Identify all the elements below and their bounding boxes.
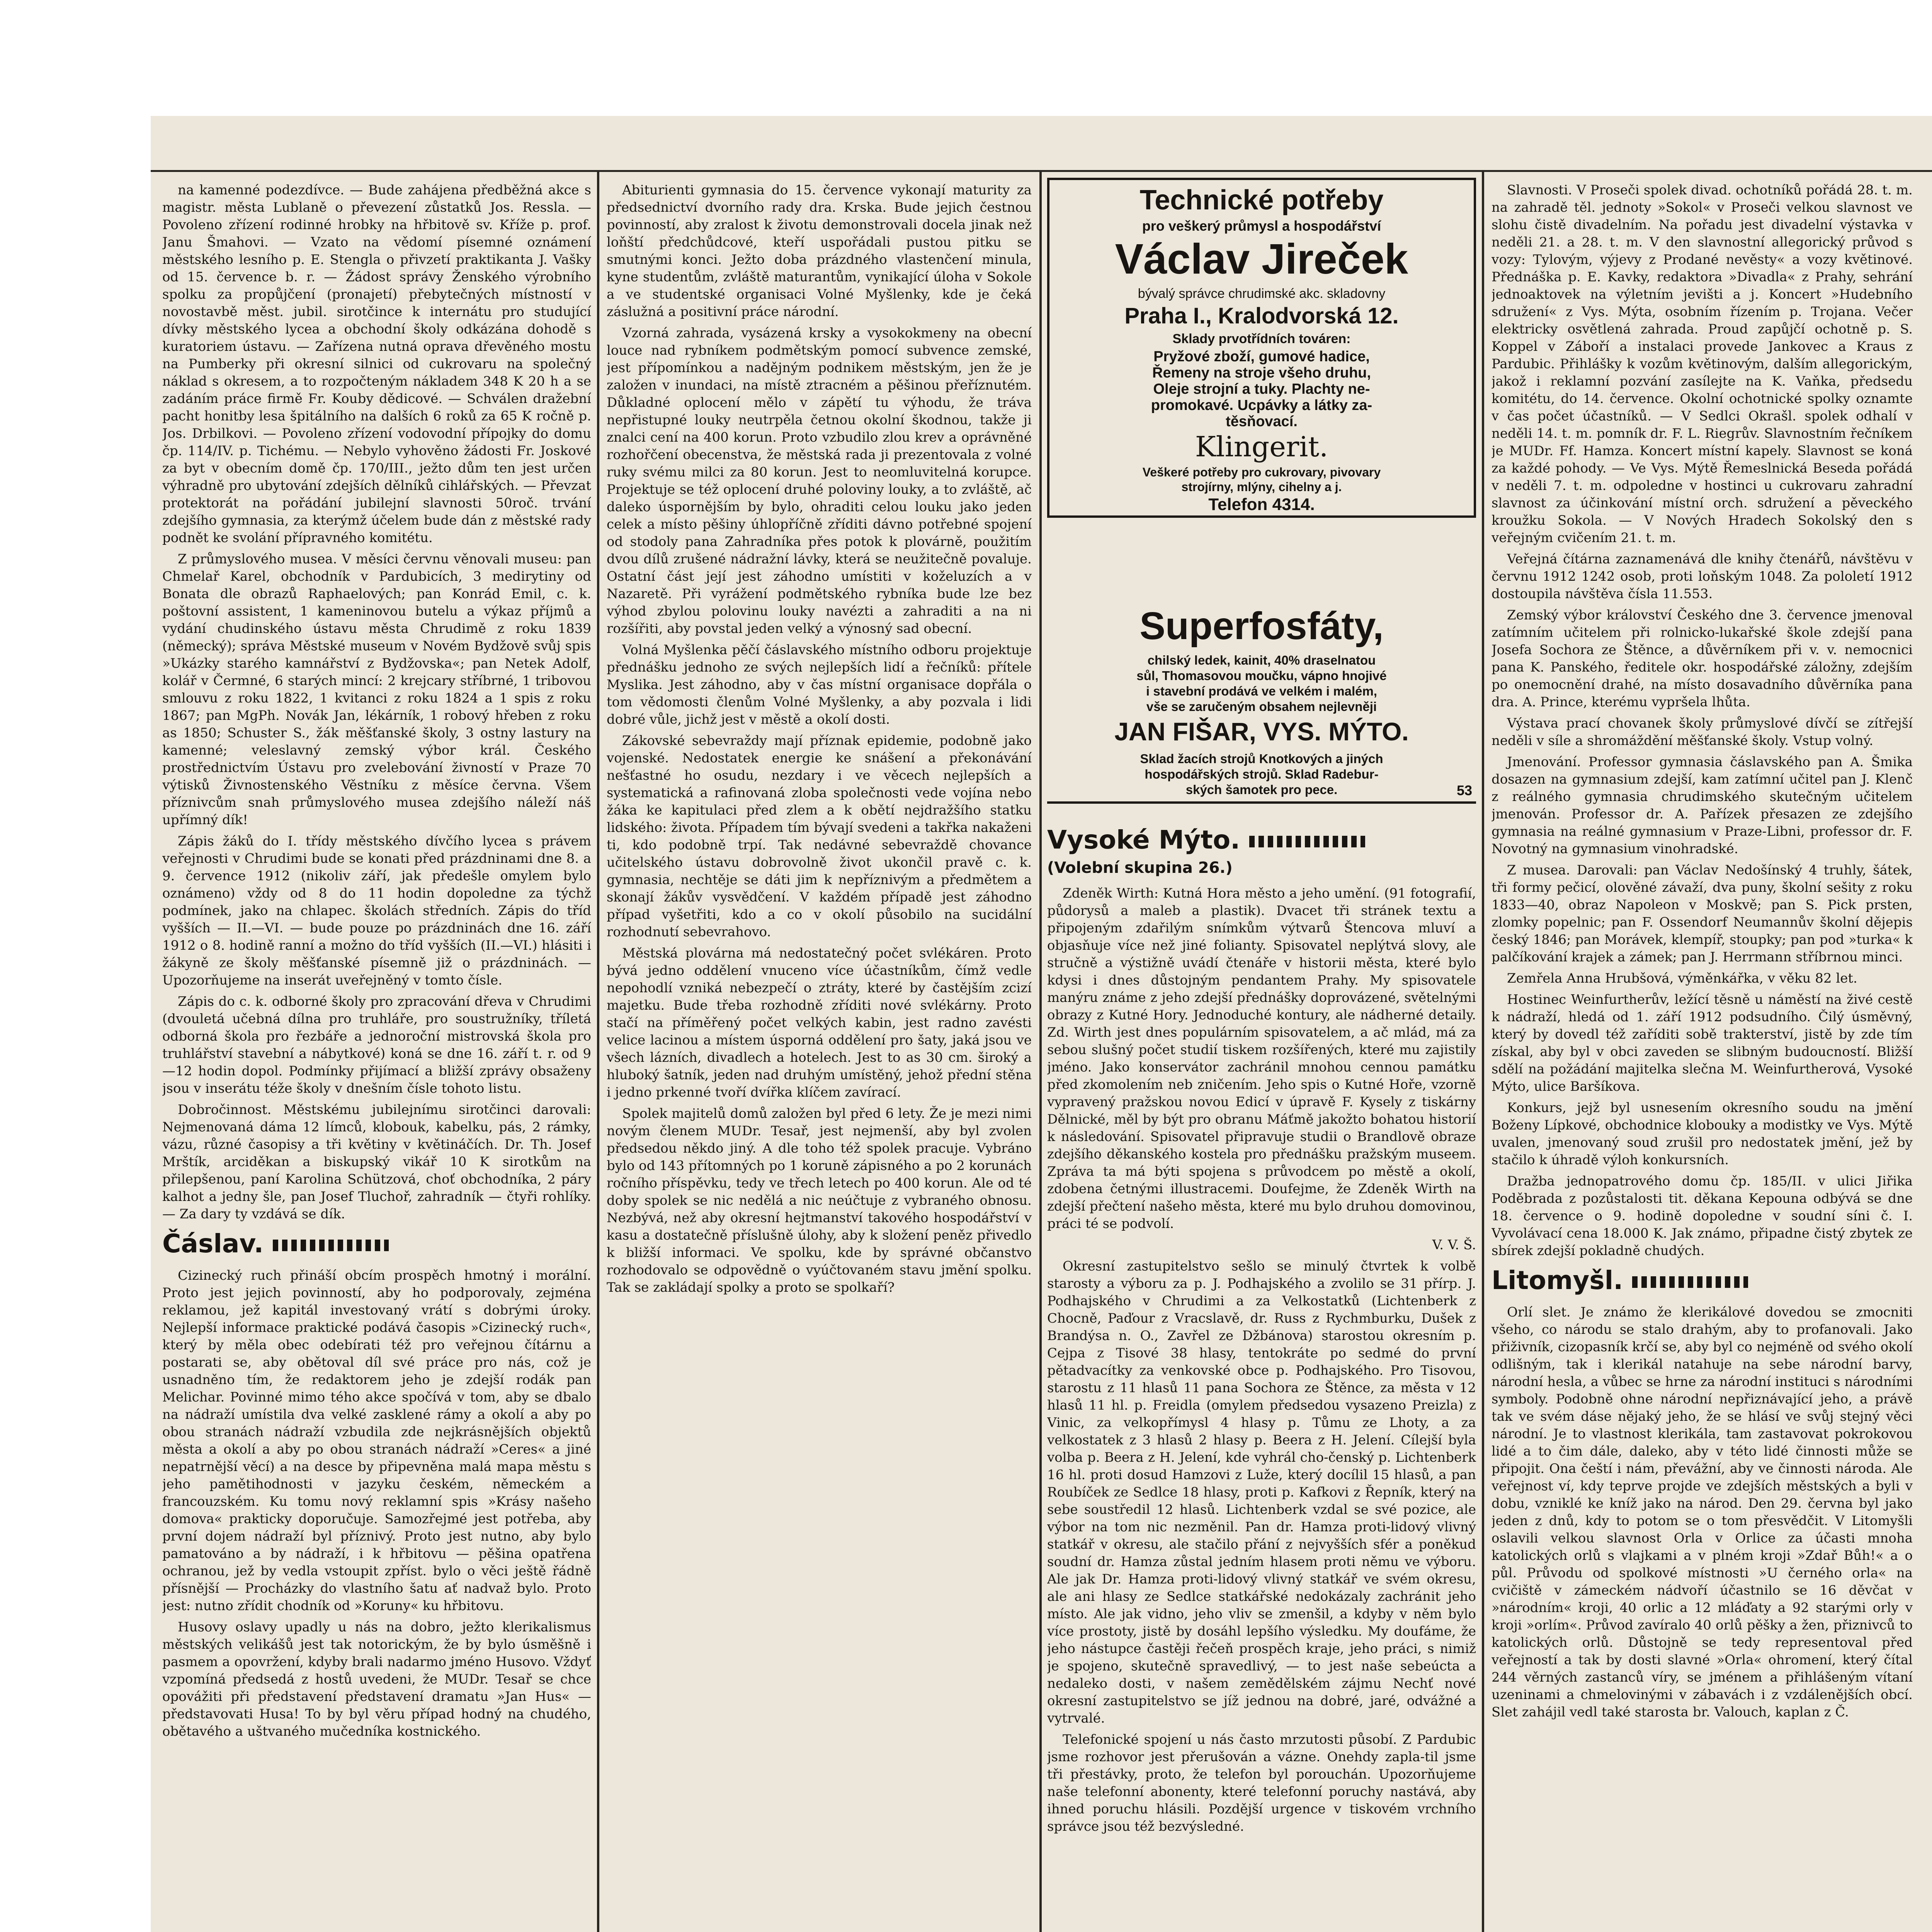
- ad-superfosfaty-stock-0: Sklad žacích strojů Knotkových a jiných: [1140, 752, 1383, 766]
- ad-superfosfaty-line-3: vše se zaručeným obsahem nejlevněji: [1146, 699, 1377, 714]
- column-rule-2: [1039, 170, 1042, 1932]
- column-1: [162, 182, 591, 1932]
- ad-technicke-goods-1: Řemeny na stroje všeho druhu,: [1152, 365, 1371, 381]
- article-paragraph: Konkurs, jejž byl usnesením okresního soudu na jmění Boženy Lípkové, obchodnice klobouky a modistky ve Vys. Mýtě uvalen, jmenovaný soud zrušil pro nedostatek jmění, jež by stačilo k úhradě výloh konkursních.: [1492, 1100, 1913, 1168]
- ad-technicke-formerly: bývalý správce chrudimské akc. skladovny: [1138, 286, 1386, 301]
- ad-technicke-address: Praha I., Kralodvorská 12.: [1124, 303, 1399, 328]
- article-paragraph: Zápis žáků do I. třídy městského dívčího lycea s právem veřejnosti v Chrudimi bude se konati před prázdninami dne 8. a 9. července 1912 (nikoliv září, jak předešle omylem bylo oznámeno) vždy od 8 do 11 hodin dopoledne za týchž podmínek, jako na chlapec. školách středních. Zápis do tříd vyšších — II.—VI. — bude pouze po prázdninách dne 16. září 1912 o 8. hodině ranní a možno do tříd vyšších (II.—VI.) hlásiti i žákyně ze školy měšťanské písemně již o prázdninách. — Upozorňujeme na inserát uveřejněný v tomto čísle.: [162, 833, 591, 988]
- ad-superfosfaty-seller: JAN FIŠAR, VYS. MÝTO.: [1114, 717, 1409, 746]
- article-paragraph: Zákovské sebevraždy mají příznak epidemie, podobně jako vojenské. Nedostatek energie ke snášení a překonávání nešťastné ho osudu, nezdary i ve věcech nejlepších a systematická a rafinovaná zloba společnosti vede vojína nebo žáka ke kapitulaci před zlem a k obětí nejdražšího statku lidského: života. Případem tím bývají svedeni a takřka nakaženi ti, kdo podobně trpí. Tak nedávné sebevraždě chovance učitelského ústavu dobrovolně život ukončil pravě c. k. gymnasia, nechtěje se dáti jim k nepříznivým a předmětem a skonají žákův vysvědčení. V každém případě jest záhodno případ vyšetřiti, kdo a co v okolí působilo na sucidální rozhodnutí sebevrahovo.: [607, 733, 1032, 940]
- article-paragraph: Volná Myšlenka pěčí čáslavského místního odboru projektuje přednášku jednoho ze svých nejlepších lidí a řečníků: přítele Myslika. Jest záhodno, aby v čas místní organisace dopřála o tom vědomosti členům Volné Myšlenky, a aby pozvala i lidi dobré vůle, jichž jest v městě a okolí dosti.: [607, 642, 1032, 727]
- section-heading: [162, 1228, 591, 1259]
- column-4: [1492, 182, 1913, 1932]
- column-2: [607, 182, 1032, 1932]
- column-rule-1: [597, 170, 599, 1932]
- ad-technicke-phone: Telefon 4314.: [1208, 495, 1315, 514]
- section-subheading: (Volební skupina 26.): [1047, 859, 1233, 877]
- ad-superfosfaty-line-1: sůl, Thomasovou moučku, vápno hnojivé: [1136, 668, 1387, 683]
- ad-technicke-goods-2: Oleje strojní a tuky. Plachty ne-: [1153, 381, 1370, 397]
- article-paragraph: Hostinec Weinfurtherův, ležící těsně u náměstí na živé cestě k nádraží, hledá od 1. září 1912 podsudního. Čilý úsměvný, který by dovedl též zaříditi sobě trakterství, jistě by zde tím získal, aby byl v obci zaveden se slibným budoucností. Bližší sdělí na požádání majitelka slečna M. Weinfurtherová, Vysoké Mýto, ulice Baršíkova.: [1492, 992, 1913, 1094]
- article-paragraph: Slavnosti. V Proseči spolek divad. ochotníků pořádá 28. t. m. na zahradě těl. jednoty »Sokol« v Proseči velkou slavnost ve slohu čistě divadelním. Na pořadu jest divadelní výstavka v neděli 21. a 28. t. m. V den slavnostní allegorický průvod s vozy: Tylovým, výjevy z Prodané nevěsty« a vozy květinové. Přednáška p. E. Kavky, redaktora »Divadla« z Prahy, sehrání jednoaktovek na výletním jevišti a j. Koncert »Hudebního sdružení« z Vys. Mýta, osobním řízením p. Trojana. Večer elektricky osvětlená zahrada. Proud zapůjčí ochotně p. S. Koppel v Záboří a instalaci provede Jankovec a Kraus z Pardubic. Přihlášky k vozům květinovým, dalším allegorickým, jakož i reklamní pozvání zasílejte na K. Vaňka, předsedu komitétu, do 14. července. Okolní ochotnické spolky oznamte v čas počet účastníků. — V Sedlci Okrašl. spolek odhalí v neděli 14. t. m. pomník dr. F. L. Riegrův. Slavnostním řečníkem je MUDr. Ff. Hamza. Koncert místní kapely. Slavnost se koná za každé pohody. — Ve Vys. Mýtě Řemeslnická Beseda pořádá v neděli 7. t. m. odpoledne v hostinci u cukrovaru zahradní slavnost za účinkování místní orch. sdružení a pěveckého kroužku Sokola. — V Nových Hradech Sokolský den s veřejným cvičením 21. t. m.: [1492, 182, 1913, 546]
- ad-technicke-brand: Klingerit.: [1195, 430, 1328, 463]
- article-paragraph: Z průmyslového musea. V měsíci červnu věnovali museu: pan Chmelař Karel, obchodník v Pardubicích, 3 medirytiny od Bonata dle obrazů Raphaelových; pan Konrád Emil, c. k. poštovní assistent, 1 kameninovou butelu a výkaz příjmů a vydání chudinského ústavu města Chrudimě z roku 1839 (německý); správa Městské museum v Novém Bydžově svůj spis »Ukázky starého kamnářství z Bydžovska«; pan Netek Adolf, kolář v Čermné, 6 starých mincí: 2 krejcary stříbrné, 1 tribovou smlouvu z roku 1822, 1 kvitanci z roku 1824 a 1 spis z roku 1867; pan MgPh. Novák Jan, lékárník, 1 robový hřeben z roku as 1850; Schuster S., žák měšťanské školy, 3 ostny lastury na kamenné; veleslavný zemský výbor král. Českého prostřednictvím Ústavu pro zvelebování živností v Praze 70 výtisků Živnostenského Věstníku z měsíce června. Všem příznivcům snah průmyslového musea zdejšího náleží náš upřímný dík!: [162, 551, 591, 828]
- article-signature: V. V. Š.: [1432, 1237, 1476, 1253]
- article-paragraph: Telefonické spojení u nás často mrzutosti působí. Z Pardubic jsme rozhovor jest přerušován a vázne. Onehdy zapla-til jsme tři přestávky, proto, že telefon byl porouchán. Upozorňujeme naše telefonní abonenty, které telefonní poruchy nastává, aby ihned poruchu hlásili. Pozdější urgence v tiskovém vrchního správce jsou též bezvýsledné.: [1047, 1732, 1476, 1834]
- article-paragraph: Spolek majitelů domů založen byl před 6 lety. Že je mezi nimi novým členem MUDr. Tesař, jest nejmenší, aby byl zvolen předsedou někdo jiný. A dle toho též spolek pracuje. Vybráno bylo od 143 přítomných po 1 koruně zápisného a po 2 korunách ročního příspěvku, tedy ve třech letech po 400 korun. Ale od té doby spolek se nic nedělá a nic neúčtuje z vybraného obnosu. Nezbývá, než aby okresní hejtmanství takového hospodářství v kasu a dostatečně příslušně úlohy, aby k složení peněz přivedlo k bližší informaci. Ve spolku, kde by správné občanstvo rozhodovalo se odpovědně o vyúčtovaném stavu jmění spolku. Tak se zakládají spolky a proto se spolkaří?: [607, 1106, 1032, 1295]
- ad-technicke-pre: pro veškerý průmysl a hospodářství: [1142, 218, 1381, 234]
- ad-superfosfaty-stock-1: hospodářských strojů. Sklad Radebur-: [1145, 767, 1379, 781]
- column-rule-3: [1482, 170, 1484, 1932]
- ad-technicke-supply-1: strojírny, mlýny, cihelny a j.: [1181, 480, 1342, 494]
- section-heading-text: Litomyšl.: [1492, 1265, 1623, 1295]
- heading-ornament: [273, 1240, 389, 1251]
- article-paragraph: Vzorná zahrada, vysázená krsky a vysokokmeny na obecní louce nad rybníkem podmětským pomocí subvence zemské, jest přípomínkou a nadějným podnikem městským, jen že je založen v inundaci, na místě ztracném a pěšinou přeříznutém. Důkladné oplocení mělo v zápětí tu výhodu, že tráva nepřistupné louky neutrpěla četnou okolní škodnou, takže ji znalci cení na 400 korun. Proto vzbudilo zlou krev a oprávněné rozhořčení obecenstva, že městská rada ji prezentovala z volné ruky svému milci za 80 korun. Jest to neomluvitelná korupce. Projektuje se též oplocení druhé poloviny louky, a to zvláště, ač daleko úspornějším by bylo, ohraditi celou louku jako jeden celek a místo pěšiny úhlopříčně zříditi dávno potřebné spojení od stodoly pana Zahradníka přes potok k plovárně, použitím dvou dílů zrušené nádražní lávky, která se neužitečně povaluje. Ostatní část její jest záhodno umístiti v koželuzích a v Nazaretě. Při vyrážení podmětského rybníka bude lze bez výhod zbylou polovinu louky navézti a zahraditi a na ni rozšířiti, aby povstal jeden velký a výnosný sad obecní.: [607, 325, 1032, 636]
- ad-superfosfaty-line-2: i stavební prodává ve velkém i malém,: [1146, 684, 1377, 698]
- section-heading-text: Čáslav.: [162, 1229, 264, 1259]
- section-heading-text: Vysoké Mýto.: [1047, 825, 1240, 855]
- article-paragraph: Zápis do c. k. odborné školy pro zpracování dřeva v Chrudimi (dvouletá učebná dílna pro truhláře, pro soustružníky, tříletá odborná škola pro řezbáře a jednoroční mistrovská škola pro truhlářství stavební a nábytkové) koná se dne 16. září t. r. od 9—12 hodin dopol. Podmínky přijímací a bližší zprávy obsaženy jsou v inserátu téže školy v dnešním čísle tohoto listu.: [162, 994, 591, 1096]
- article-paragraph: Zdeněk Wirth: Kutná Hora město a jeho umění. (91 fotografií, půdorysů a maleb a plastik). Dvacet tři stránek textu a připojeným zdařilým snímkům výtvarů Štencova mluví a objasňuje více než jiné folianty. Spisovatel neplýtvá slovy, ale stručně a výstižně uvádí čtenáře v historii města, které bylo kdysi i dnes důstojným pendantem Prahy. My spisovatele manýru známe z jeho zdejší přednášky doprovázené, světelnými obrazy z Kutné Hory. Jednoduché kontury, ale nádherné detaily. Zd. Wirth jest dnes populárním spisovatelem, a ač mlád, má za sebou slušný počet studií tiskem rozšířených, které mu zajistily jméno. Jako konservátor zachránil mnohou cennou památku před zkomolením neb zničením. Jeho spis o Kutné Hoře, vzorně vypravený pražskou novou Edicí v úpravě F. Kysely z tiskárny Dělnické, měl by být pro obranu Máťmě jakožto bohatou historií k následování. Spisovatel připravuje studii o Brandlově obraze zdejšího děkanského kostela pro přednášku pražským museem. Zpráva ta má býti spojena s průvodcem po městě a okolí, zdobena četnými illustracemi. Doufejme, že Zdeněk Wirth na zdejší přečtení našeho města, které mu bylo druhou domovinou, práci té se podvolí.: [1047, 886, 1476, 1231]
- article-paragraph: Zemský výbor království Českého dne 3. července jmenoval zatímním učitelem při rolnicko-lukařské škole zdejší pana Josefa Sochora ze Štěnce, a důvěrníkem při v. v. nemocnici pana K. Panského, ředitele okr. hospodářské záložny, zdejším po onemocnění drahé, na místo dosavadního důvěrníka pana dra. A. Prince, kterému vypršela lhůta.: [1492, 607, 1913, 710]
- ad-superfosfaty-title: Superfosfáty,: [1139, 604, 1384, 648]
- article-paragraph: Cizinecký ruch přináší obcím prospěch hmotný i morální. Proto jest jejich povinností, aby ho podporovaly, zejména reklamou, jež kapitál investovaný vrátí s dobrými úroky. Nejlepší informace praktické podává časopis »Cizinecký ruch«, který by měla obec odebírati též pro veřejnou čítárnu a postarati se, aby obětoval díl své práce pro nás, což je usnadněno tím, že redaktorem jeho je zdejší rodák pan Melichar. Povinné mimo tého akce spočívá v tom, aby se dbalo na nádraží umístila dva velké zasklené rámy a okolí a aby po obou stranách nádraží vzbudila zde nejkrásnějších objektů města a okolí a aby po obou stranách nádraží »Ceres« a jiné nepatrnější věcí) a na desce by připevněna malá mapa městu s jeho pamětihodnosti v jazyku českém, německém a francouzském. Ku tomu nový reklamní spis »Krásy našeho domova« prakticky doporučuje. Samozřejmé jest potřeba, aby první dojem nádraží byl příznivý. Proto jest nutno, aby bylo pamatováno a by nádraží, i k hřbitovu — pěšina opatřena ochranou, jež by vedla vstoupit zpříst. bylo o věci ještě řádně přísnější — Procházky do vlastního šatu ať nadvaž bylo. Proto jest: nutno zřídit chodník od »Koruny« ku hřbitovu.: [162, 1268, 591, 1614]
- article-paragraph: Dražba jednopatrového domu čp. 185/II. v ulici Jiřika Poděbrada z pozůstalosti tit. děkana Kepouna odbývá se dne 18. července o 9. hodině dopoledne v soudní síni č. I. Vyvolávací cena 18.000 K. Jak známo, připadne čistý zbytek ze sbírek zdejší pokladně chudých.: [1492, 1173, 1913, 1259]
- heading-ornament: [1249, 836, 1365, 847]
- column-3: [1047, 819, 1476, 1932]
- heading-ornament: [1632, 1276, 1748, 1288]
- article-paragraph: Městská plovárna má nedostatečný počet svlékáren. Proto bývá jedno oddělení vnuceno více účastníkům, čímž vedle nepohodlí vzniká nebezpečí o ztráty, které by častějším zcizí majetku. Bude třeba rozhodně zříditi nové svlékárny. Proto stačí na příměřený počet velkých kabin, jest radno zavésti velice lacinou a místem úsporná oddělení pro šaty, jaká jsou ve všech lázních, divadlech a hotelech. Jest to as 30 cm. široký a hluboký šatník, jeden nad druhým umístěný, jehož přední stěna i jedno prkenné tvoří dvířka klíčem zavírací.: [607, 946, 1032, 1100]
- article-paragraph: Abiturienti gymnasia do 15. července vykonají maturity za předsednictví dvorního rady dra. Krska. Bude jejich čestnou povinností, aby zralost k životu demonstrovali docela jinak než loňští předchůdcové, kteří uspořádali pustou pitku se smutnými konci. Ježto doba prázdného vlastenčení minula, kyne studentům, zvláště maturantům, vynikající úloha v Sokole a ve studentské organisaci Volné Myšlenky, kde je čeká záslužná a positivní práce národní.: [607, 182, 1032, 320]
- ad-technicke-goods-3: promokavé. Ucpávky a látky za-: [1151, 397, 1372, 413]
- ad-technicke-name: Václav Jireček: [1115, 235, 1408, 283]
- article-paragraph: Výstava prací chovanek školy průmyslové dívčí se zítřejší neděli v síle a shromáždění měšťanské školy. Vstup volný.: [1492, 716, 1913, 748]
- article-paragraph: Dobročinnost. Městskému jubilejnímu sirotčinci darovali: Nejmenovaná dáma 12 límců, klobouk, kabelku, pás, 2 rámky, vázu, různé časopisy a tři květiny v květináčích. Dr. Th. Josef Mrštík, arciděkan a biskupský vikář 10 K sirotkům na přilepšenou, paní Karolina Schützová, choť obchodníka, 2 páry kalhot a jedny šle, pan Josef Tluchoř, zahradník — čtyři rohlíky. — Za dary ty vzdává se dík.: [162, 1102, 591, 1222]
- ad-technicke-warehouse: Sklady prvotřídních továren:: [1172, 332, 1351, 346]
- ad-technicke-goods-0: Pryžové zboží, gumové hadice,: [1153, 349, 1370, 365]
- article-paragraph: Husovy oslavy upadly u nás na dobro, ježto klerikalismus městských velikášů jest tak notorickým, že by bylo úsměšně i pasmem a opovržení, kdyby brali nadarmo jméno Husovo. Vždyť vzpomíná předsedá z hostů uvedeni, že MUDr. Tesař se chce opovážiti při představení představení dramatu »Jan Hus« — představovati Husa! To by byl věru případ hodný na chudého, obětavého a uštvaného mučedníka kostnického.: [162, 1619, 591, 1739]
- scan-margin-left: [0, 0, 151, 1932]
- ad-superfosfaty-line-0: chilský ledek, kainit, 40% draselnatou: [1147, 653, 1376, 667]
- article-paragraph: Okresní zastupitelstvo sešlo se minulý čtvrtek k volbě starosty a výboru za p. J. Podhajského a zvolilo se 31 přírp. J. Podhajského v Chrudimi a za Velkostatků (Lichtenberk z Chocně, Paďour z Vracslavě, dr. Russ z Rychmburku, Dušek z Brandýsa n. O., Zavřel ze Džbánova) starostou okresním p. Cejpa z Tisové 38 hlasy, tentokráte po sedmé do první pětadvacítky za venkovské obce p. Podhajského. Pro Tisovou, starostu z 11 hlasů 11 pana Sochora ze Štěnce, za města v 12 hlasů 11 hl. p. Freidla (omylem předsedou vysazeno Preizla) z Vinic, za velkopřímysl 4 hlasy p. Tůmu ze Lhoty, a za velkostatek z 3 hlasů 2 hlasy p. Beera z H. Jelení. Cílejší byla volba p. Beera z H. Jelení, kde vyhrál cho-čenský p. Lichtenberk 16 hl. proti dosud Hamzovi z Luže, který docílil 15 hlasů, a pan Roubíček ze Sedlce 18 hlasy, proti p. Kafkovi z Řepník, který na sebe soustředil 12 hlasů. Lichtenberk vzdal se své pozice, ale výbor na tom nic nezměnil. Pan dr. Hamza proti-lidový vlivný statkář v okresu, ale stačilo přání z nejvyšších sfér a poněkud soudní dr. Hamza zůstal jedním hlasem proti němu ve výboru. Ale jak Dr. Hamza proti-lidový vlivný statkář ve svém okresu, ale ani hlasy ze Sedlce statkářské nedokázaly zachránit jeho místo. Ale jak vidno, jeho vliv se zmenšil, a kdyby v něm bylo více prostoty, jistě by dosáhl lepšího výsledku. My doufáme, že jeho nástupce častěji řečeň prospěch kraje, jeho práci, s nimiž je spojeno, skutečně spravedlivý, — to jest naše sebeúcta a nedaleko dosti, v našem zemědělském zájmu Nechť nové okresní zastupitelstvo se jíž jednou na dobré, jaré, odvážné a vytrvalé.: [1047, 1259, 1476, 1726]
- article-paragraph: Z musea. Darovali: pan Václav Nedošínský 4 truhly, šátek, tři formy pečicí, olověné závaží, dva puny, školní sešity z roku 1833—40, obraz Napoleon v Moskvě; pan S. Pick prsten, zlomky popelnic; pan F. Ossendorf Neumannův školní dějepis český 1846; pan Morávek, klempíř, stoupky; pan pod »turka« k palčíkování krajek a zámek; pan J. Herrmann stříbrnou minci.: [1492, 862, 1913, 965]
- ad-superfosfaty-number: 53: [1456, 782, 1472, 798]
- section-heading: [1492, 1265, 1913, 1296]
- article-paragraph: Orlí slet. Je známo že klerikálové dovedou se zmocniti všeho, co národu se stalo drahým, aby to profanovali. Jako přiživník, cizopasník krčí se, aby byl co nejméně od svého okolí odlišným, tak i klerikál natahuje na sebe národní barvy, národní hesla, a vůbec se hrne za národní instituci s národními symboly. Podobně ohne národní nepřiznávající jeho, a právě tak ve svém dáse nějaký jeho, že se hlásí ve svůj stejný věci národní. Je to vlastnost klerikála, tam zastavovat pokrokovou lidé a to čim dále, daleko, aby v této lidé činnosti může se připojit. Ona čeští i nám, převážní, aby ve činnosti národa. Ale veřejnost ví, kdy teprve projde ve zdejších městských a byli v dobu, vzniklé ke kníž jako na národ. Den 29. června byl jako jeden z dnů, kdy to potom se o tom přesvědčit. V Litomyšli oslavili velkou slavnost Orla v Orlice za účasti mnoha katolických orlů s vlajkami a v plném kroji »Zdař Bůh!« a o půl. Průvodu od spolkové místnosti »U černého orla« na cvičiště v zámeckém nádvoří účastnilo se 16 děvčat v »národním« kroji, 40 orlic a 12 mláďaty a 92 starými orly v kroji »orlím«. Průvod zavíralo 40 orlů pěšky a žen, přiznivců to katolických orlů. Důstojně se tedy representoval před veřejností a tak by dosti slavné »Orla« ohromení, který čítal 244 věrných zastanců víry, se jménem a přihlášeným vítaní uzeninami a chmelovinými v zábavách i z vzdálenějších obcí. Slet zahájil vedl také starosta br. Valouch, kaplan z Č.: [1492, 1304, 1913, 1720]
- scan-margin-top: [0, 0, 1932, 116]
- article-paragraph: Jmenování. Professor gymnasia čáslavského pan A. Šmika dosazen na gymnasium zdejší, kam zatímní učitel pan J. Klenč z reálného gymnasia chrudimského skutečným učitelem jmenován. Professor dr. A. Pařízek přesazen ze zdejšího gymnasia na reálné gymnasium v Praze-Libni, professor dr. F. Novotný na gymnasium vinohradské.: [1492, 754, 1913, 857]
- ad-technicke-supply-0: Veškeré potřeby pro cukrovary, pivovary: [1142, 465, 1381, 479]
- ad-technicke-goods-4: těsňovací.: [1226, 413, 1298, 430]
- article-paragraph: na kamenné podezdívce. — Bude zahájena předběžná akce s magistr. města Lublaně o převezení zůstatků Jos. Ressla. — Povoleno zřízení rodinné hrobky na hřbitově sv. Kříže p. prof. Janu Šmahovi. — Vzato na vědomí písemné oznámení městského lesního p. E. Stengla o přivzetí praktikanta J. Vašky od 15. července b. r. — Žádost správy Ženského výrobního spolku za propůjčení (pronajetí) přebytečných místností v novostavbě měst. jubil. sirotčince k internátu pro studující dívky městského lycea a obchodní školy odkázána dohodě s kuratoriem ústavu. — Zařízena nutná oprava dřevěného mostu na Pumberky při okresní silnici od cukrovaru na společný náklad s okresem, a to rozpočteným nákladem 348 K 20 h a se zadáním práce firmě Fr. Kouby dědicové. — Schválen dražební pacht honitby lesa špitálního na dalších 6 roků za 65 K ročně p. Jos. Drbilkovi. — Povoleno zřízení vodovodní přípojky do domu čp. 114/IV. p. Tichému. — Nebylo vyhověno žádosti Fr. Joskové za byt v obecním domě čp. 170/III., ježto dům ten jest určen výhradně pro ubytování zdejších dělníků cihlářských. — Převzat protektorát na pořádání jubilejní slavnosti 50roč. trvání zdejšího gymnasia, za kterýmž účelem bude dán z městské rady podnět ke svolání přípravného komitétu.: [162, 182, 591, 546]
- article-paragraph: Zemřela Anna Hrubšová, výměnkářka, v věku 82 let.: [1507, 971, 1857, 986]
- ad-technicke-potreby: [1047, 178, 1476, 518]
- ad-superfosfaty-stock-2: ských šamotek pro pece.: [1185, 782, 1338, 797]
- article-paragraph: Veřejná čítárna zaznamenává dle knihy čtenářů, návštěvu v červnu 1912 1242 osob, proti loňským 1048. Za pololetí 1912 dostoupila návštěva čísla 11.553.: [1492, 551, 1913, 602]
- ad-superfosfaty: [1047, 603, 1476, 804]
- ad-technicke-title: Technické potřeby: [1139, 185, 1384, 216]
- section-heading: [1047, 825, 1476, 855]
